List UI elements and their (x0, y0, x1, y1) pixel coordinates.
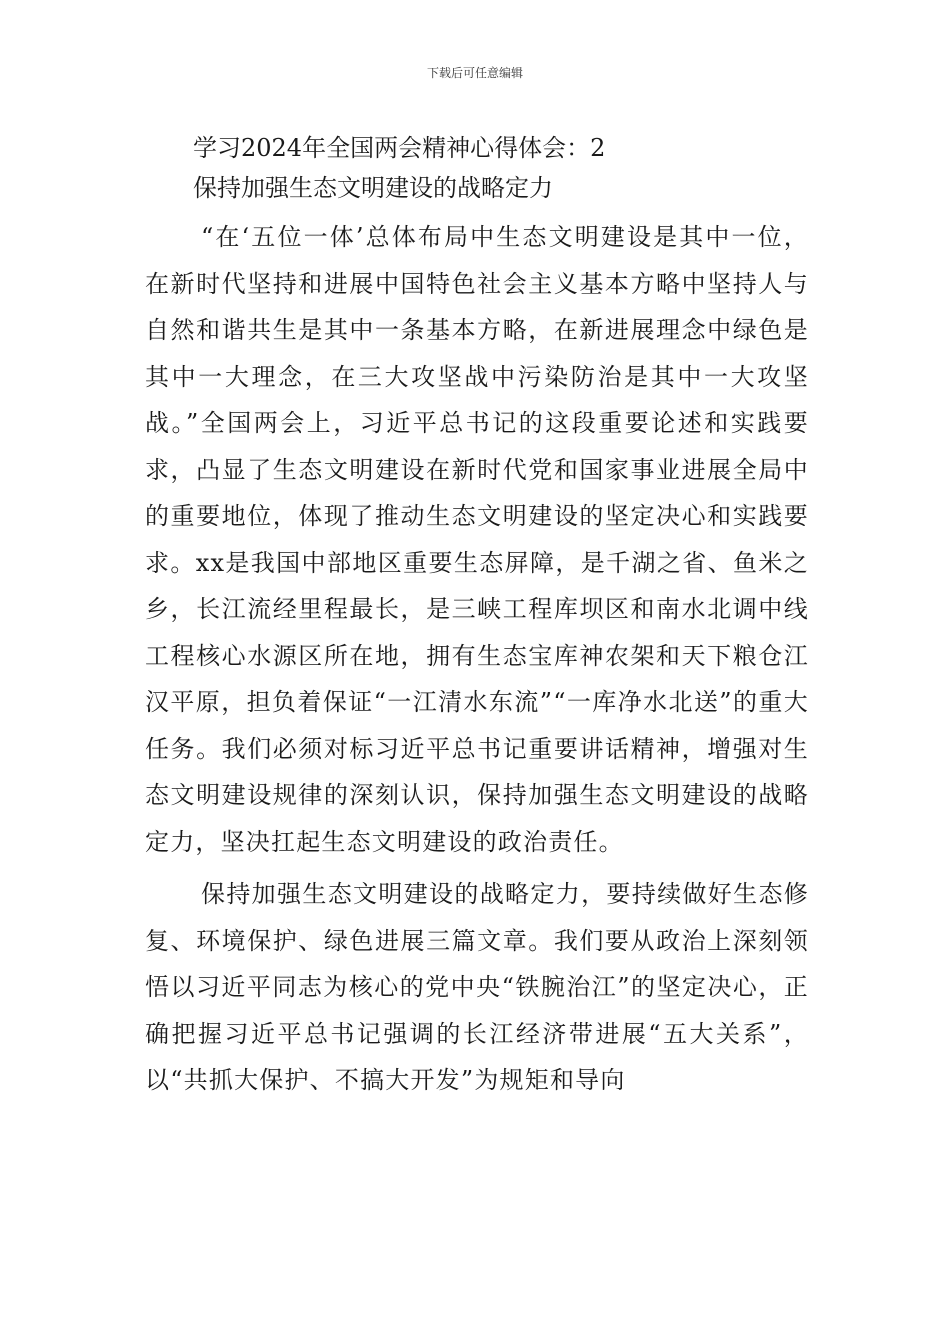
document-subtitle: 保持加强生态文明建设的战略定力 (193, 174, 553, 202)
paragraph-1: “在‘五位一体’总体布局中生态文明建设是其中一位，在新时代坚持和进展中国特色社会主义基本方略中坚持人与自然和谐共生是其中一条基本方略，在新进展理念中绿色是其中一大理念，在三大攻坚战中污染防治是其中一大攻坚战。”全国两会上，习近平总书记的这段重要论述和实践要求，凸显了生态文明建设在新时代党和国家事业进展全局中的重要地位，体现了推动生态文明建设的坚定决心和实践要求。xx是我国中部地区重要生态屏障，是千湖之省、鱼米之乡，长江流经里程最长，是三峡工程库坝区和南水北调中线工程核心水源区所在地，拥有生态宝库神农架和天下粮仓江汉平原，担负着保证“一江清水东流”“一库净水北送”的重大任务。我们必须对标习近平总书记重要讲话精神，增强对生态文明建设规律的深刻认识，保持加强生态文明建设的战略定力，坚决扛起生态文明建设的政治责任。 (145, 223, 809, 856)
header-note: 下载后可任意编辑 (426, 66, 523, 80)
document-title: 学习2024年全国两会精神心得体会：2 (193, 134, 606, 162)
document-body (145, 128, 809, 1104)
paragraph-2: 保持加强生态文明建设的战略定力，要持续做好生态修复、环境保护、绿色进展三篇文章。我们要从政治上深刻领悟以习近平同志为核心的党中央“铁腕治江”的坚定决心，正确把握习近平总书记强调的长江经济带进展“五大关系”，以“共抓大保护、不搞大开发”为规矩和导向 (145, 880, 809, 1094)
